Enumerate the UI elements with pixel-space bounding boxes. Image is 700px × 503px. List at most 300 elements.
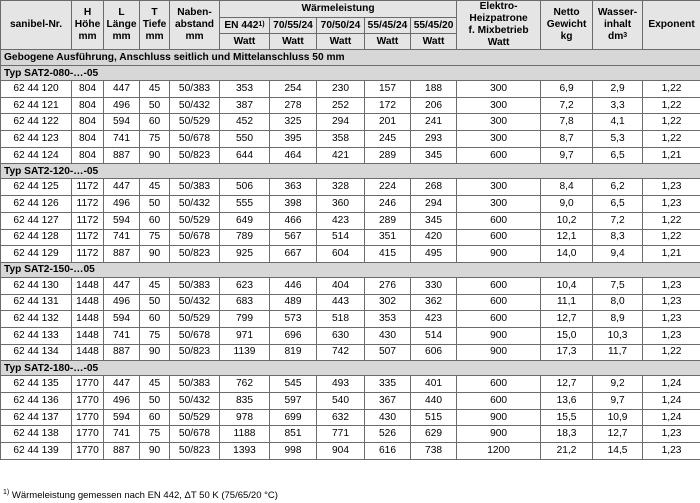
table-cell: 804 <box>72 114 104 131</box>
table-cell: 345 <box>411 147 457 164</box>
table-cell: 206 <box>411 97 457 114</box>
table-row <box>1 409 700 426</box>
table-cell: 1,22 <box>643 81 700 98</box>
table-cell: 335 <box>365 376 411 393</box>
table-cell: 21,2 <box>541 443 593 460</box>
table-cell: 50/383 <box>170 277 220 294</box>
table-cell: 387 <box>220 97 270 114</box>
table-row <box>1 344 700 361</box>
table-cell: 600 <box>457 277 541 294</box>
table-row <box>1 393 700 410</box>
table-cell: 300 <box>457 97 541 114</box>
table-cell: 353 <box>220 81 270 98</box>
table-cell: 1,22 <box>643 114 700 131</box>
table-cell: 540 <box>317 393 365 410</box>
table-cell: 62 44 123 <box>1 131 72 148</box>
table-cell: 62 44 129 <box>1 246 72 263</box>
table-cell: 649 <box>220 212 270 229</box>
table-cell: 440 <box>411 393 457 410</box>
table-cell: 62 44 125 <box>1 179 72 196</box>
table-cell: 851 <box>270 426 317 443</box>
table-cell: 293 <box>411 131 457 148</box>
table-cell: 900 <box>457 246 541 263</box>
table-cell: 423 <box>411 311 457 328</box>
table-cell: 60 <box>140 114 170 131</box>
table-cell: 1448 <box>72 294 104 311</box>
table-cell: 62 44 127 <box>1 212 72 229</box>
table-cell: 3,3 <box>593 97 643 114</box>
table-cell: 600 <box>457 393 541 410</box>
table-cell: 50 <box>140 97 170 114</box>
table-cell: 762 <box>220 376 270 393</box>
table-cell: 1770 <box>72 376 104 393</box>
table-cell: 4,1 <box>593 114 643 131</box>
table-cell: 358 <box>317 131 365 148</box>
table-cell: 466 <box>270 212 317 229</box>
table-cell: 1770 <box>72 443 104 460</box>
table-cell: 900 <box>457 409 541 426</box>
table-row <box>1 196 700 213</box>
table-cell: 14,0 <box>541 246 593 263</box>
table-cell: 50/823 <box>170 246 220 263</box>
table-cell: 1172 <box>72 179 104 196</box>
table-cell: 367 <box>365 393 411 410</box>
table-cell: 804 <box>72 147 104 164</box>
table-cell: 904 <box>317 443 365 460</box>
table-cell: 1448 <box>72 277 104 294</box>
table-cell: 62 44 122 <box>1 114 72 131</box>
table-cell: 12,7 <box>541 311 593 328</box>
table-cell: 172 <box>365 97 411 114</box>
table-cell: 50/678 <box>170 131 220 148</box>
table-cell: 10,9 <box>593 409 643 426</box>
unit-watt: Watt <box>270 34 317 50</box>
table-cell: 300 <box>457 81 541 98</box>
col-header-height: H Höhe mm <box>72 1 104 50</box>
col-header-length: L Länge mm <box>104 1 140 50</box>
table-cell: 157 <box>365 81 411 98</box>
table-cell: 50/529 <box>170 311 220 328</box>
table-cell: 62 44 124 <box>1 147 72 164</box>
table-cell: 15,5 <box>541 409 593 426</box>
table-cell: 495 <box>411 246 457 263</box>
table-cell: 62 44 137 <box>1 409 72 426</box>
table-cell: 360 <box>317 196 365 213</box>
table-cell: 7,2 <box>593 212 643 229</box>
table-cell: 62 44 136 <box>1 393 72 410</box>
table-cell: 1770 <box>72 426 104 443</box>
table-cell: 75 <box>140 229 170 246</box>
table-cell: 1172 <box>72 212 104 229</box>
table-cell: 600 <box>457 229 541 246</box>
table-cell: 696 <box>270 327 317 344</box>
table-cell: 415 <box>365 246 411 263</box>
table-cell: 555 <box>220 196 270 213</box>
table-row <box>1 246 700 263</box>
table-cell: 420 <box>411 229 457 246</box>
table-cell: 50/529 <box>170 409 220 426</box>
table-cell: 789 <box>220 229 270 246</box>
table-cell: 446 <box>270 277 317 294</box>
table-cell: 50/383 <box>170 179 220 196</box>
group-title: Typ SAT2-120-…-05 <box>1 164 700 179</box>
table-cell: 496 <box>104 393 140 410</box>
table-cell: 1448 <box>72 344 104 361</box>
table-cell: 1,23 <box>643 443 700 460</box>
table-cell: 515 <box>411 409 457 426</box>
table-cell: 9,0 <box>541 196 593 213</box>
table-cell: 835 <box>220 393 270 410</box>
table-cell: 1,22 <box>643 229 700 246</box>
table-cell: 518 <box>317 311 365 328</box>
table-cell: 241 <box>411 114 457 131</box>
table-cell: 421 <box>317 147 365 164</box>
table-cell: 573 <box>270 311 317 328</box>
table-cell: 443 <box>317 294 365 311</box>
table-row <box>1 147 700 164</box>
table-cell: 799 <box>220 311 270 328</box>
table-cell: 1,24 <box>643 376 700 393</box>
table-cell: 1172 <box>72 229 104 246</box>
col-header-net-weight: Netto Gewicht kg <box>541 1 593 50</box>
table-cell: 12,1 <box>541 229 593 246</box>
table-cell: 90 <box>140 443 170 460</box>
table-cell: 804 <box>72 81 104 98</box>
table-cell: 514 <box>317 229 365 246</box>
table-cell: 363 <box>270 179 317 196</box>
table-cell: 5,3 <box>593 131 643 148</box>
table-cell: 60 <box>140 212 170 229</box>
footnote <box>3 489 278 501</box>
table-cell: 1,23 <box>643 179 700 196</box>
table-cell: 50/432 <box>170 393 220 410</box>
col-header-heat-output: Wärmeleistung <box>220 1 457 18</box>
col-header-depth: T Tiefe mm <box>140 1 170 50</box>
col-header-55-45-20: 55/45/20 <box>411 18 457 34</box>
col-header-en442: EN 442$^{1)}$ <box>220 18 270 34</box>
table-cell: 302 <box>365 294 411 311</box>
table-cell: 6,5 <box>593 196 643 213</box>
table-cell: 10,2 <box>541 212 593 229</box>
table-cell: 2,9 <box>593 81 643 98</box>
group-header-row <box>1 66 700 81</box>
section-title: Gebogene Ausführung, Anschluss seitlich und Mittelanschluss 50 mm <box>1 50 700 66</box>
table-cell: 278 <box>270 97 317 114</box>
table-cell: 8,9 <box>593 311 643 328</box>
table-cell: 300 <box>457 196 541 213</box>
table-cell: 1172 <box>72 196 104 213</box>
table-cell: 1,23 <box>643 426 700 443</box>
table-cell: 289 <box>365 147 411 164</box>
table-cell: 1,23 <box>643 327 700 344</box>
table-cell: 50/678 <box>170 327 220 344</box>
table-cell: 13,6 <box>541 393 593 410</box>
table-cell: 62 44 139 <box>1 443 72 460</box>
table-cell: 430 <box>365 409 411 426</box>
table-cell: 1448 <box>72 311 104 328</box>
table-cell: 45 <box>140 179 170 196</box>
table-cell: 9,2 <box>593 376 643 393</box>
table-cell: 7,2 <box>541 97 593 114</box>
table-cell: 362 <box>411 294 457 311</box>
table-cell: 6,5 <box>593 147 643 164</box>
table-cell: 600 <box>457 147 541 164</box>
table-row <box>1 327 700 344</box>
table-row <box>1 426 700 443</box>
table-cell: 12,7 <box>541 376 593 393</box>
table-cell: 8,7 <box>541 131 593 148</box>
table-cell: 667 <box>270 246 317 263</box>
table-cell: 401 <box>411 376 457 393</box>
table-cell: 545 <box>270 376 317 393</box>
table-cell: 62 44 130 <box>1 277 72 294</box>
table-cell: 1,22 <box>643 344 700 361</box>
table-cell: 447 <box>104 277 140 294</box>
table-cell: 464 <box>270 147 317 164</box>
table-cell: 395 <box>270 131 317 148</box>
table-cell: 50 <box>140 196 170 213</box>
table-cell: 1,23 <box>643 294 700 311</box>
table-cell: 50/529 <box>170 212 220 229</box>
table-cell: 632 <box>317 409 365 426</box>
table-cell: 1,24 <box>643 393 700 410</box>
col-header-sanibel: sanibel-Nr. <box>1 1 72 50</box>
table-cell: 600 <box>457 376 541 393</box>
table-cell: 90 <box>140 246 170 263</box>
table-cell: 50 <box>140 294 170 311</box>
table-cell: 623 <box>220 277 270 294</box>
table-cell: 594 <box>104 212 140 229</box>
table-cell: 12,7 <box>593 426 643 443</box>
table-cell: 8,3 <box>593 229 643 246</box>
table-cell: 50/823 <box>170 147 220 164</box>
table-cell: 90 <box>140 147 170 164</box>
table-cell: 398 <box>270 196 317 213</box>
table-cell: 496 <box>104 294 140 311</box>
table-cell: 62 44 138 <box>1 426 72 443</box>
table-cell: 1,21 <box>643 147 700 164</box>
table-cell: 11,7 <box>593 344 643 361</box>
table-cell: 630 <box>317 327 365 344</box>
table-cell: 447 <box>104 376 140 393</box>
table-row <box>1 97 700 114</box>
table-cell: 738 <box>411 443 457 460</box>
table-cell: 1139 <box>220 344 270 361</box>
table-cell: 804 <box>72 131 104 148</box>
table-cell: 1200 <box>457 443 541 460</box>
table-cell: 1,22 <box>643 97 700 114</box>
table-cell: 75 <box>140 327 170 344</box>
table-cell: 683 <box>220 294 270 311</box>
table-cell: 294 <box>411 196 457 213</box>
table-cell: 447 <box>104 81 140 98</box>
table-cell: 506 <box>220 179 270 196</box>
table-cell: 62 44 135 <box>1 376 72 393</box>
table-cell: 616 <box>365 443 411 460</box>
table-cell: 45 <box>140 277 170 294</box>
col-header-heating-element: Elektro- Heizpatrone f. Mixbetrieb Watt <box>457 1 541 50</box>
group-title: Typ SAT2-180-…-05 <box>1 361 700 376</box>
table-cell: 998 <box>270 443 317 460</box>
table-cell: 550 <box>220 131 270 148</box>
table-cell: 10,3 <box>593 327 643 344</box>
table-cell: 9,7 <box>541 147 593 164</box>
table-cell: 430 <box>365 327 411 344</box>
table-cell: 887 <box>104 344 140 361</box>
table-cell: 230 <box>317 81 365 98</box>
table-cell: 1,24 <box>643 409 700 426</box>
table-cell: 742 <box>317 344 365 361</box>
table-cell: 50/678 <box>170 426 220 443</box>
table-cell: 514 <box>411 327 457 344</box>
table-row <box>1 294 700 311</box>
table-cell: 188 <box>411 81 457 98</box>
table-cell: 1393 <box>220 443 270 460</box>
table-cell: 978 <box>220 409 270 426</box>
col-header-70-55-24: 70/55/24 <box>270 18 317 34</box>
table-cell: 90 <box>140 344 170 361</box>
table-cell: 1,22 <box>643 131 700 148</box>
table-cell: 1770 <box>72 409 104 426</box>
table-row <box>1 179 700 196</box>
table-cell: 62 44 126 <box>1 196 72 213</box>
table-row <box>1 131 700 148</box>
table-row <box>1 277 700 294</box>
col-header-55-45-24: 55/45/24 <box>365 18 411 34</box>
table-cell: 15,0 <box>541 327 593 344</box>
table-row <box>1 229 700 246</box>
table-cell: 1770 <box>72 393 104 410</box>
table-cell: 567 <box>270 229 317 246</box>
table-cell: 526 <box>365 426 411 443</box>
table-cell: 600 <box>457 311 541 328</box>
table-cell: 741 <box>104 426 140 443</box>
table-cell: 1,23 <box>643 311 700 328</box>
unit-watt: Watt <box>365 34 411 50</box>
table-cell: 452 <box>220 114 270 131</box>
group-header-row <box>1 361 700 376</box>
table-cell: 50/383 <box>170 376 220 393</box>
table-cell: 7,5 <box>593 277 643 294</box>
table-cell: 900 <box>457 327 541 344</box>
table-cell: 7,8 <box>541 114 593 131</box>
table-cell: 75 <box>140 131 170 148</box>
table-cell: 594 <box>104 114 140 131</box>
table-cell: 404 <box>317 277 365 294</box>
table-cell: 60 <box>140 409 170 426</box>
table-cell: 1,23 <box>643 196 700 213</box>
table-cell: 201 <box>365 114 411 131</box>
table-cell: 245 <box>365 131 411 148</box>
table-cell: 300 <box>457 179 541 196</box>
col-header-exponent: Exponent <box>643 1 700 50</box>
table-cell: 45 <box>140 81 170 98</box>
unit-watt: Watt <box>220 34 270 50</box>
footnote-text: Wärmeleistung gemessen nach EN 442, ΔT 50 K (75/65/20 °C) <box>9 490 278 502</box>
table-cell: 887 <box>104 147 140 164</box>
table-row <box>1 311 700 328</box>
table-cell: 50 <box>140 393 170 410</box>
table-cell: 10,4 <box>541 277 593 294</box>
table-cell: 276 <box>365 277 411 294</box>
table-cell: 50/823 <box>170 344 220 361</box>
table-cell: 8,4 <box>541 179 593 196</box>
table-cell: 14,5 <box>593 443 643 460</box>
table-cell: 594 <box>104 409 140 426</box>
table-cell: 325 <box>270 114 317 131</box>
table-cell: 600 <box>457 212 541 229</box>
table-cell: 1,21 <box>643 246 700 263</box>
table-cell: 604 <box>317 246 365 263</box>
table-cell: 971 <box>220 327 270 344</box>
table-cell: 353 <box>365 311 411 328</box>
table-cell: 496 <box>104 97 140 114</box>
col-header-hub-distance: Naben- abstand mm <box>170 1 220 50</box>
table-cell: 9,4 <box>593 246 643 263</box>
table-cell: 252 <box>317 97 365 114</box>
table-cell: 496 <box>104 196 140 213</box>
table-cell: 741 <box>104 229 140 246</box>
table-cell: 62 44 128 <box>1 229 72 246</box>
table-cell: 600 <box>457 294 541 311</box>
table-cell: 741 <box>104 131 140 148</box>
unit-watt: Watt <box>317 34 365 50</box>
col-header-water-content: Wasser- inhalt $dm^3$ <box>593 1 643 50</box>
table-cell: 1188 <box>220 426 270 443</box>
table-cell: 224 <box>365 179 411 196</box>
table-cell: 300 <box>457 131 541 148</box>
table-cell: 11,1 <box>541 294 593 311</box>
table-cell: 50/529 <box>170 114 220 131</box>
table-cell: 254 <box>270 81 317 98</box>
table-cell: 62 44 131 <box>1 294 72 311</box>
col-header-70-50-24: 70/50/24 <box>317 18 365 34</box>
unit-watt: Watt <box>411 34 457 50</box>
table-cell: 246 <box>365 196 411 213</box>
table-cell: 289 <box>365 212 411 229</box>
table-row <box>1 212 700 229</box>
group-title: Typ SAT2-080-…-05 <box>1 66 700 81</box>
table-cell: 351 <box>365 229 411 246</box>
table-cell: 507 <box>365 344 411 361</box>
table-cell: 1172 <box>72 246 104 263</box>
table-cell: 50/432 <box>170 97 220 114</box>
table-cell: 17,3 <box>541 344 593 361</box>
table-cell: 328 <box>317 179 365 196</box>
group-header-row <box>1 262 700 277</box>
table-cell: 489 <box>270 294 317 311</box>
table-cell: 50/432 <box>170 196 220 213</box>
table-cell: 268 <box>411 179 457 196</box>
table-cell: 699 <box>270 409 317 426</box>
table-cell: 1448 <box>72 327 104 344</box>
table-row <box>1 114 700 131</box>
group-title: Typ SAT2-150-…05 <box>1 262 700 277</box>
table-cell: 18,3 <box>541 426 593 443</box>
table-cell: 45 <box>140 376 170 393</box>
table-cell: 597 <box>270 393 317 410</box>
table-cell: 804 <box>72 97 104 114</box>
table-cell: 8,0 <box>593 294 643 311</box>
table-cell: 6,2 <box>593 179 643 196</box>
table-cell: 9,7 <box>593 393 643 410</box>
table-cell: 345 <box>411 212 457 229</box>
table-cell: 50/823 <box>170 443 220 460</box>
table-cell: 594 <box>104 311 140 328</box>
table-row <box>1 81 700 98</box>
table-cell: 330 <box>411 277 457 294</box>
table-cell: 62 44 121 <box>1 97 72 114</box>
